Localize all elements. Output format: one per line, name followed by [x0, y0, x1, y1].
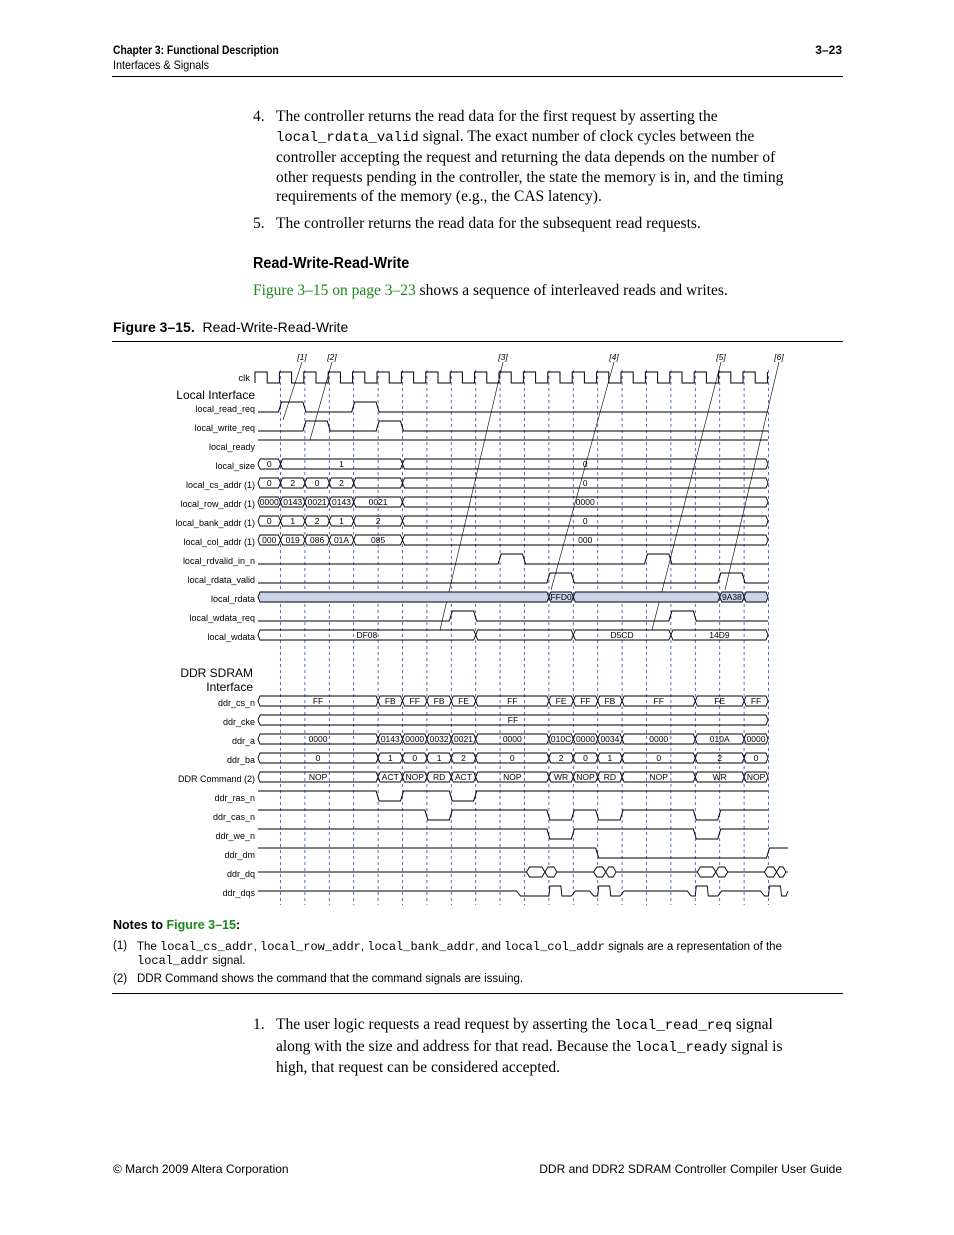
list-number-5: 5. [253, 215, 265, 232]
ddr-cs-n-value: FF [507, 696, 518, 706]
ddr-ba-value: 1 [387, 753, 393, 763]
local-col-addr-value: 085 [371, 535, 386, 545]
local-rdata-valid-waveform [258, 573, 768, 583]
clk-label: clk [238, 373, 250, 384]
ddr-a-value: 0034 [600, 734, 620, 744]
note-2-number: (2) [113, 973, 128, 985]
local-cs-addr-value: 0 [582, 478, 588, 488]
notes-heading-suffix: : [235, 918, 241, 932]
ddr-dq-data [545, 867, 557, 877]
signal-label-local-size: local_size [215, 461, 255, 471]
local-row-addr-value: 0021 [307, 497, 327, 507]
item1-text-e: high, that request can be considered accepted. [276, 1059, 561, 1076]
item1-text-a: The user logic requests a read request by asserting the [276, 1016, 615, 1033]
local-row-addr-value: 0000 [259, 497, 279, 507]
ddr-a-value: 0000 [649, 734, 669, 744]
marker-leader [310, 362, 332, 440]
marker-2: [2] [327, 352, 337, 362]
ddr-a-value: 0000 [576, 734, 595, 744]
note-2: DDR Command shows the command that the command signals are issuing. [137, 973, 524, 985]
local-rdvalid-in-n-waveform [258, 554, 768, 564]
signal-label-ddr-cke: ddr_cke [222, 717, 255, 727]
marker-leader [551, 362, 614, 590]
local-wdata-value: DF08 [356, 630, 378, 640]
ddr-command-value: WR [712, 772, 727, 782]
signal-label-local-wdata-req: local_wdata_req [189, 613, 255, 623]
code-local-addr: local_addr [137, 954, 210, 968]
signal-label-ddr-dqs: ddr_dqs [222, 888, 255, 898]
ddr-dm-waveform [258, 848, 788, 858]
note-1-text-b: , [253, 941, 261, 953]
ddr-group-label-2: Interface [206, 680, 253, 694]
signal-label-local-row-addr: local_row_addr (1) [180, 499, 255, 509]
local-row-addr-value: 0000 [575, 497, 595, 507]
ddr-ba-value: 1 [607, 753, 613, 763]
ddr-cs-n-value: FE [458, 696, 469, 706]
signal-label-local-ready: local_ready [208, 442, 255, 452]
local-rdata-segment [258, 592, 549, 602]
chapter-title: Chapter 3: Functional Description [113, 43, 279, 57]
local-size-value: 0 [582, 459, 588, 469]
code-local-cs-addr: local_cs_addr [160, 940, 254, 954]
marker-leader [652, 362, 721, 630]
signal-label-ddr-dm: ddr_dm [224, 850, 255, 860]
ddr-command-value: WR [554, 772, 569, 782]
signal-label-ddr-we-n: ddr_we_n [215, 831, 255, 841]
ddr-command-value: ACT [381, 772, 399, 782]
note-1-text-d: , and [475, 941, 505, 953]
local-cs-addr-value: 2 [339, 478, 344, 488]
item4-line1: The controller returns the read data for the first request by asserting the [276, 108, 718, 125]
signal-label-ddr-ba: ddr_ba [226, 755, 255, 765]
local-rdata-value: FFD0 [550, 592, 572, 602]
ddr-ba-value: 2 [717, 753, 723, 763]
list-item-5: The controller returns the read data for the subsequent read requests. [276, 215, 701, 232]
ddr-a-value: 0000 [746, 734, 766, 744]
signal-label-local-cs-addr: local_cs_addr (1) [185, 480, 255, 490]
signal-label-ddr-dq: ddr_dq [226, 869, 255, 879]
ddr-dq-data [606, 867, 616, 877]
item4-line4: other requests pending in the controller, the state the memory is in, and the timing [276, 168, 784, 186]
local-rdata-segment [744, 592, 768, 602]
section-heading: Read-Write-Read-Write [253, 255, 410, 272]
code-local-rdata-valid: local_rdata_valid [276, 129, 419, 146]
local-col-addr-value: 01A [333, 535, 350, 545]
list-number-1: 1. [253, 1016, 265, 1033]
ddr-we-n-waveform [258, 829, 768, 839]
ddr-ba-value: 0 [656, 753, 662, 763]
signal-label-local-col-addr: local_col_addr (1) [183, 537, 255, 547]
local-col-addr-value: 000 [262, 535, 277, 545]
code-local-col-addr: local_col_addr [504, 940, 605, 954]
code-local-row-addr: local_row_addr [260, 940, 361, 954]
note-1-text-c: , [360, 941, 368, 953]
ddr-a-value: 0000 [502, 734, 522, 744]
local-bank-addr-value: 1 [339, 516, 344, 526]
local-size-value: 0 [266, 459, 272, 469]
ddr-cs-n-value: FF [409, 696, 420, 706]
ddr-a-value: 010C [550, 734, 572, 744]
ddr-ba-value: 0 [412, 753, 418, 763]
note-1-number: (1) [113, 940, 128, 952]
code-local-bank-addr: local_bank_addr [367, 940, 476, 954]
marker-leader [283, 362, 302, 420]
local-bank-addr-value: 0 [266, 516, 272, 526]
ddr-command-value: NOP [576, 772, 595, 782]
local-wdata-value: D5CD [610, 630, 634, 640]
signal-label-local-rdvalid-in-n: local_rdvalid_in_n [182, 556, 255, 566]
signal-label-local-rdata-valid: local_rdata_valid [187, 575, 255, 585]
signal-label-local-bank-addr: local_bank_addr (1) [175, 518, 255, 528]
local-wdata-value: 14D9 [709, 630, 730, 640]
ddr-dq-data [594, 867, 606, 877]
item1-text-c: along with the size and address for that read. Because the [276, 1037, 635, 1055]
figure-title: Read-Write-Read-Write [202, 319, 349, 335]
note-1-text-a: The [137, 941, 161, 953]
local-bank-addr-value: 0 [582, 516, 588, 526]
marker-6: [6] [774, 352, 784, 362]
ddr-cas-n-waveform [258, 810, 768, 820]
ddr-command-value: NOP [503, 772, 522, 782]
list-number-4: 4. [253, 108, 265, 125]
local-rdata-value: 9A38 [721, 592, 742, 602]
signal-label-ddr-cs-n: ddr_cs_n [217, 698, 255, 708]
item1-text-d: signal is [727, 1037, 783, 1055]
ddr-a-value: 0143 [380, 734, 400, 744]
local-write-req-waveform [258, 421, 768, 431]
figure-link[interactable]: Figure 3–15 on page 3–23 [253, 282, 416, 299]
marker-3: [3] [498, 352, 508, 362]
ddr-a-value: 0021 [454, 734, 473, 744]
local-read-req-waveform [258, 402, 768, 412]
local-size-value: 1 [339, 459, 344, 469]
list-item-1 [276, 1015, 846, 1078]
ddr-dq-data [527, 867, 545, 877]
signal-label-local-read-req: local_read_req [195, 404, 255, 414]
marker-leader [440, 362, 503, 630]
page-number: 3–23 [815, 43, 842, 57]
clk-waveform [255, 372, 767, 383]
code-local-read-req: local_read_req [614, 1018, 732, 1034]
ddr-cs-n-value: FB [384, 696, 396, 706]
section-intro-rest: shows a sequence of interleaved reads and writes. [415, 282, 728, 299]
notes-heading-prefix: Notes to [113, 918, 167, 932]
ddr-cs-n-value: FE [555, 696, 567, 706]
local-cs-addr-value: 0 [266, 478, 272, 488]
ddr-dq-data [716, 867, 728, 877]
signal-label-local-wdata: local_wdata [207, 632, 255, 642]
signal-label-local-write-req: local_write_req [194, 423, 255, 433]
ddr-dq-data [697, 867, 715, 877]
ddr-dqs-waveform [258, 886, 788, 896]
ddr-a-value: 0032 [429, 734, 449, 744]
local-cs-addr-value: 2 [290, 478, 296, 488]
local-bank-addr-value: 1 [290, 516, 296, 526]
item4-line3: controller accepting the request and returning the data depends on the number of [276, 149, 776, 166]
ddr-ba-value: 0 [753, 753, 759, 763]
local-wdata-req-waveform [258, 611, 768, 621]
ddr-cs-n-value: FF [653, 696, 664, 706]
section-subtitle: Interfaces & Signals [113, 58, 210, 72]
ddr-ba-value: 2 [461, 753, 466, 763]
note-1-text-e: signals are a representation of the [604, 941, 782, 953]
figure-label: Figure 3–15. [113, 319, 195, 335]
local-rdata-segment [573, 592, 719, 602]
ddr-command-value: NOP [746, 772, 766, 782]
figure-bottom-rule [112, 993, 843, 994]
marker-1: [1] [297, 352, 307, 362]
ddr-command-value: NOP [308, 772, 328, 782]
signal-label-ddr-ras-n: ddr_ras_n [214, 793, 255, 803]
ddr-a-value: 0000 [308, 734, 328, 744]
ddr-command-value: NOP [649, 772, 668, 782]
local-col-addr-value: 000 [578, 535, 593, 545]
item4-line2: signal. The exact number of clock cycles between the [418, 127, 755, 145]
item1-text-b: signal [731, 1016, 773, 1033]
ddr-a-value: 0000 [405, 734, 425, 744]
ddr-command-value: NOP [405, 772, 424, 782]
marker-5: [5] [716, 352, 726, 362]
signal-label-local-rdata: local_rdata [210, 594, 255, 604]
note-1 [137, 940, 837, 968]
local-bank-addr-value: 2 [375, 516, 381, 526]
item4-line5: requirements of the memory (e.g., the CAS latency). [276, 188, 602, 205]
ddr-ba-value: 1 [436, 753, 442, 763]
local-interface-label: Local Interface [176, 388, 255, 402]
ddr-ba-value: 0 [509, 753, 515, 763]
notes-figure-link[interactable]: Figure 3–15 [166, 918, 236, 932]
ddr-cs-n-value: FF [312, 696, 324, 706]
ddr-cs-n-value: FB [604, 696, 616, 706]
marker-leader [725, 362, 779, 590]
signal-label-ddr-a: ddr_a [231, 736, 255, 746]
code-local-ready: local_ready [634, 1039, 728, 1056]
local-row-addr-value: 0143 [332, 497, 351, 507]
ddr-ba-value: 0 [315, 753, 321, 763]
ddr-ba-value: 2 [558, 753, 564, 763]
ddr-cs-n-value: FB [433, 696, 445, 706]
ddr-command-value: RD [432, 772, 446, 782]
ddr-cs-n-value: FF [580, 696, 591, 706]
ddr-a-value: 010A [709, 734, 730, 744]
ddr-command-value: RD [603, 772, 617, 782]
ddr-cs-n-value: FE [714, 696, 726, 706]
local-col-addr-value: 019 [285, 535, 300, 545]
ddr-ras-n-waveform [258, 791, 768, 801]
ddr-command-value: ACT [455, 772, 472, 782]
ddr-group-label: DDR SDRAM [180, 666, 253, 680]
ddr-dq-data [765, 867, 777, 877]
footer-copyright: © March 2009 Altera Corporation [113, 1162, 289, 1176]
signal-label-ddr: DDR Command (2) [177, 774, 255, 784]
ddr-ba-value: 0 [583, 753, 588, 763]
local-row-addr-value: 0021 [368, 497, 388, 507]
signal-label-ddr-cas-n: ddr_cas_n [212, 812, 255, 822]
ddr-dq-data [777, 867, 787, 877]
note-1-text-f: signal. [209, 955, 246, 967]
local-row-addr-value: 0143 [283, 497, 303, 507]
local-cs-addr-value: 0 [314, 478, 320, 488]
ddr-cke-value: FF [507, 715, 519, 725]
notes-heading [113, 918, 240, 932]
local-bank-addr-value: 2 [314, 516, 320, 526]
local-col-addr-value: 086 [310, 535, 325, 545]
footer-guide-title: DDR and DDR2 SDRAM Controller Compiler User Guide [539, 1162, 842, 1176]
ddr-cs-n-value: FF [750, 696, 762, 706]
marker-4: [4] [609, 352, 619, 362]
